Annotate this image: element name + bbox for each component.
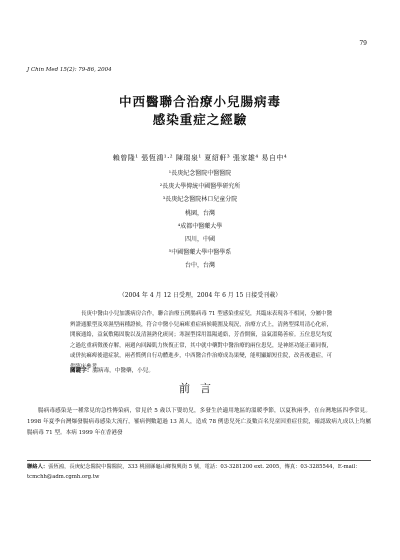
affiliation-line: ⁵中國醫藥大學中醫學系 [168, 249, 232, 257]
affiliation-line: ⁴成都中醫藥大學 [177, 222, 223, 230]
correspondence-footnote [27, 463, 371, 482]
affiliation-line: ³長庚紀念醫院林口兒童分院 [162, 196, 238, 204]
correspondence-label: 聯絡人： [27, 464, 49, 470]
affiliation-line: 桃園，台灣 [184, 209, 215, 217]
received-accepted-dates: （2004 年 4 月 12 日受理，2004 年 6 月 15 日接受刊載） [118, 292, 282, 299]
journal-citation: J Chin Med 15(2): 79-86, 2004 [27, 67, 112, 73]
affiliation-line: ²長庚大學傳統中國醫學研究所 [159, 183, 241, 191]
affiliations [0, 167, 400, 273]
title-line-1: 中西醫聯合治療小兒腸病毒 [118, 94, 281, 109]
affiliation-line: ¹長庚紀念醫院中醫醫院 [168, 170, 232, 177]
affiliation-line: 台中，台灣 [184, 262, 215, 270]
keywords-value: 腸病毒，中醫藥，小兒。 [92, 368, 154, 374]
paper-title [0, 93, 400, 129]
keywords [70, 366, 332, 374]
affiliation-line: 四川，中國 [184, 236, 215, 244]
title-line-2: 感染重症之經驗 [152, 112, 248, 127]
author-list: 賴曾隆¹ 張恆鴻¹·² 陳瑞泉¹ 夏紹軒³ 張家雄⁴ 易自中⁴ [112, 154, 288, 162]
footnote-divider [27, 460, 371, 461]
introduction-text: 腸病毒感染是一種常見的急性傳染病，常見於 5 歲以下嬰幼兒，多發生於適用地區的溫暖季節，以夏秋兩季，在台灣地區四季常見。1998 年夏季台灣爆發腸病毒感染大流行，罹病例數超過 13 萬人，造成 78 例患兒死亡及數百名兒童因重症住院，確認致病九成以上均屬腸病毒 71 型。本病 1999 年在香港發 [27, 408, 371, 437]
correspondence-text: 張恆鴻，長庚紀念醫院中醫醫院，333 桃園縣龜山鄉復興街 5 號，電話：03-3281200 ext. 2005，傳真：03-3285544，E-mail：tcmchh@adm.cgmh.org.tw [27, 464, 361, 480]
abstract-text: 長庚中醫由小兒加護病房合作，聯合治療五例腸病毒 71 型感染重症兒，其臨床表現各不相同，分屬中醫辨證通脈型及寒濕型兩種證候，符合中醫小兒麻痺重症病候範圍及現況，治療方式上，清熱型採用清心化瘀，開竅通絡，益氣敷陽固脫以及清濕熟化痰同；寒濕型採用溫陽通絡，芳香開竅，益氣溫陽善瘀。五位患兒均度之過危重病徵後存解，兩週內回歸肌力恢復正常，其中就中藥對中醫治療的兩位患兒，是神經功能正確同復，或併抗痲痺後遺症狀，兩者慣例自行功體進步，中西醫合作治療成為果變，能明顯縮短住院，改善後遺症，可供臨床參考。 [70, 311, 332, 370]
page-number: 79 [359, 40, 367, 47]
keywords-label: 關鍵字： [70, 368, 93, 374]
section-heading: 前言 [179, 382, 221, 395]
